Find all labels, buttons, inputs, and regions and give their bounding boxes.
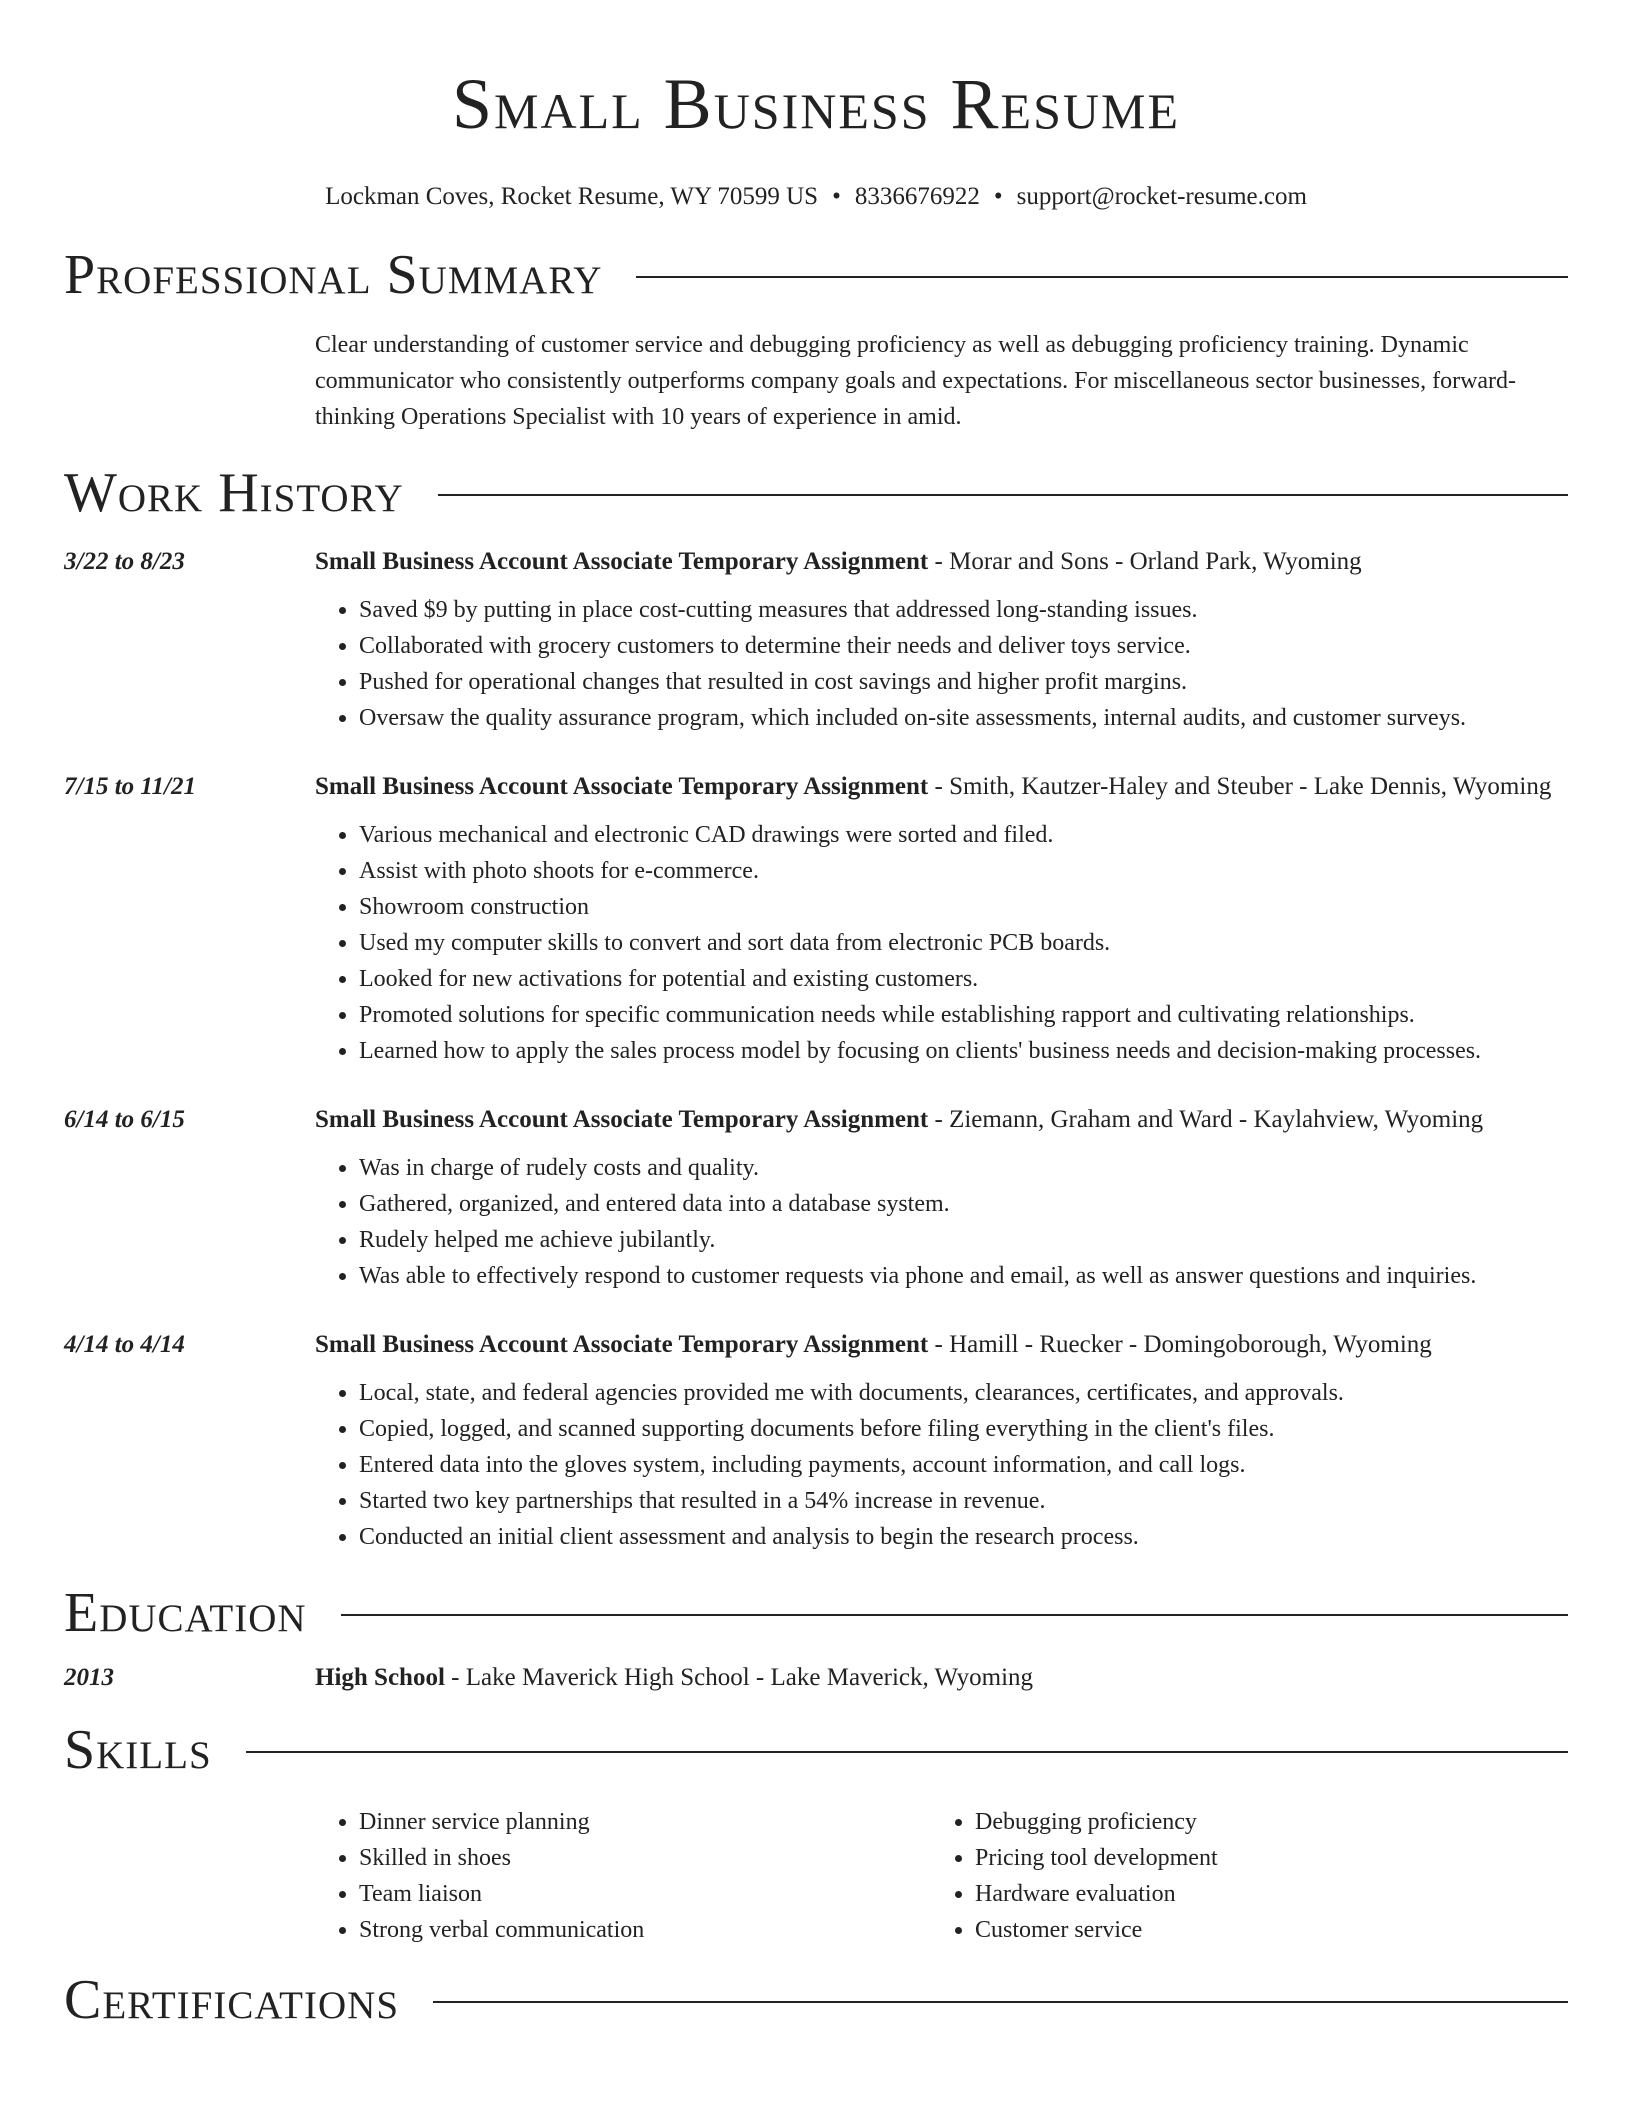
job-bullet: • Rudely helped me achieve jubilantly. — [359, 1222, 1568, 1258]
job-entry — [64, 543, 1568, 736]
job-details: - Hamill - Ruecker - Domingoborough, Wyoming — [928, 1331, 1432, 1358]
job-dates: 6/14 to 6/15 — [64, 1106, 185, 1133]
job-title-line — [315, 543, 1568, 580]
section-header-summary — [64, 243, 1568, 307]
education-line — [315, 1659, 1568, 1696]
job-header — [64, 543, 1568, 736]
job-header — [64, 768, 1568, 1069]
section-divider — [636, 276, 1568, 278]
job-bullet: • Learned how to apply the sales process model by focusing on clients' business needs and decision-making processes. — [359, 1033, 1568, 1069]
job-bullet: • Oversaw the quality assurance program, which included on-site assessments, internal audits, and customer surveys. — [359, 700, 1568, 736]
job-bullet: • Entered data into the gloves system, including payments, account information, and call logs. — [359, 1447, 1568, 1483]
section-title-summary: Professional Summary — [64, 244, 603, 306]
skill-item: • Customer service — [975, 1912, 1547, 1948]
skill-item: • Team liaison — [359, 1876, 931, 1912]
job-bullet: • Various mechanical and electronic CAD drawings were sorted and filed. — [359, 817, 1568, 853]
skills-grid — [315, 1804, 1568, 1948]
job-title: Small Business Account Associate Temporary Assignment — [315, 773, 929, 800]
job-title-line — [315, 1101, 1568, 1138]
job-bullet: • Showroom construction — [359, 889, 1568, 925]
job-title: Small Business Account Associate Temporary Assignment — [315, 1331, 929, 1358]
education-degree: High School — [315, 1664, 445, 1691]
section-header-certifications — [64, 1968, 1568, 2032]
job-bullet: • Copied, logged, and scanned supporting documents before filing everything in the client's files. — [359, 1411, 1568, 1447]
job-header — [64, 1326, 1568, 1555]
education-year: 2013 — [64, 1664, 114, 1691]
contact-phone: 8336676922 — [854, 183, 980, 210]
skill-item: • Hardware evaluation — [975, 1876, 1547, 1912]
skills-column-1 — [359, 1804, 931, 1948]
skill-item: • Dinner service planning — [359, 1804, 931, 1840]
job-details: - Smith, Kautzer-Haley and Steuber - Lake Dennis, Wyoming — [928, 773, 1552, 800]
job-bullets — [359, 817, 1568, 1069]
job-bullet: • Started two key partnerships that resulted in a 54% increase in revenue. — [359, 1483, 1568, 1519]
job-header — [64, 1101, 1568, 1294]
work-history-list — [64, 543, 1568, 1555]
job-bullet: • Used my computer skills to convert and sort data from electronic PCB boards. — [359, 925, 1568, 961]
job-bullet: • Saved $9 by putting in place cost-cutting measures that addressed long-standing issues. — [359, 592, 1568, 628]
job-bullet: • Promoted solutions for specific communication needs while establishing rapport and cultivating relationships. — [359, 997, 1568, 1033]
education-entry — [64, 1659, 1568, 1696]
section-header-skills — [64, 1718, 1568, 1782]
job-dates: 7/15 to 11/21 — [64, 773, 196, 800]
section-title-certifications: Certifications — [64, 1969, 400, 2031]
section-divider — [438, 494, 1568, 496]
section-title-work: Work History — [64, 462, 404, 524]
contact-line — [64, 183, 1568, 211]
resume-name: Small Business Resume — [451, 64, 1181, 144]
job-dates: 3/22 to 8/23 — [64, 548, 185, 575]
job-bullet: • Conducted an initial client assessment and analysis to begin the research process. — [359, 1519, 1568, 1555]
job-details: - Ziemann, Graham and Ward - Kaylahview, Wyoming — [928, 1106, 1484, 1133]
contact-separator: • — [993, 183, 1003, 210]
skill-item: • Debugging proficiency — [975, 1804, 1547, 1840]
skill-item: • Pricing tool development — [975, 1840, 1547, 1876]
section-title-education: Education — [64, 1582, 307, 1644]
contact-email: support@rocket-resume.com — [1016, 183, 1307, 210]
job-title-line — [315, 768, 1568, 805]
job-bullet: • Pushed for operational changes that resulted in cost savings and higher profit margins. — [359, 664, 1568, 700]
job-bullets — [359, 1150, 1568, 1294]
section-title-skills: Skills — [64, 1719, 212, 1781]
job-bullet: • Collaborated with grocery customers to determine their needs and deliver toys service. — [359, 628, 1568, 664]
summary-text: Clear understanding of customer service and debugging proficiency as well as debugging proficiency training. Dynamic communicator who consistently outperforms company goals and expectations. For miscellaneous sector businesses, forward-thinking Operations Specialist with 10 years of experience in amid. — [315, 332, 1517, 430]
job-bullets — [359, 592, 1568, 736]
job-bullet: • Local, state, and federal agencies provided me with documents, clearances, certificates, and approvals. — [359, 1375, 1568, 1411]
section-header-education — [64, 1581, 1568, 1645]
section-divider — [246, 1751, 1568, 1753]
job-bullets — [359, 1375, 1568, 1555]
job-title: Small Business Account Associate Temporary Assignment — [315, 548, 929, 575]
job-bullet: • Gathered, organized, and entered data into a database system. — [359, 1186, 1568, 1222]
contact-address: Lockman Coves, Rocket Resume, WY 70599 US — [325, 183, 819, 210]
job-title: Small Business Account Associate Temporary Assignment — [315, 1106, 929, 1133]
section-divider — [341, 1614, 1568, 1616]
skill-item: • Strong verbal communication — [359, 1912, 931, 1948]
job-entry — [64, 768, 1568, 1069]
job-entry — [64, 1101, 1568, 1294]
contact-separator: • — [832, 183, 841, 210]
skill-item: • Skilled in shoes — [359, 1840, 931, 1876]
section-divider — [433, 2001, 1568, 2003]
job-bullet: • Was able to effectively respond to customer requests via phone and email, as well as answer questions and inquiries. — [359, 1258, 1568, 1294]
job-details: - Morar and Sons - Orland Park, Wyoming — [928, 548, 1362, 575]
job-title-line — [315, 1326, 1568, 1363]
job-bullet: • Was in charge of rudely costs and quality. — [359, 1150, 1568, 1186]
job-entry — [64, 1326, 1568, 1555]
skills-column-2 — [975, 1804, 1547, 1948]
job-bullet: • Looked for new activations for potential and existing customers. — [359, 961, 1568, 997]
job-dates: 4/14 to 4/14 — [64, 1331, 185, 1358]
job-bullet: • Assist with photo shoots for e-commerce. — [359, 853, 1568, 889]
section-header-work — [64, 461, 1568, 525]
education-details: - Lake Maverick High School - Lake Maverick, Wyoming — [444, 1664, 1034, 1691]
